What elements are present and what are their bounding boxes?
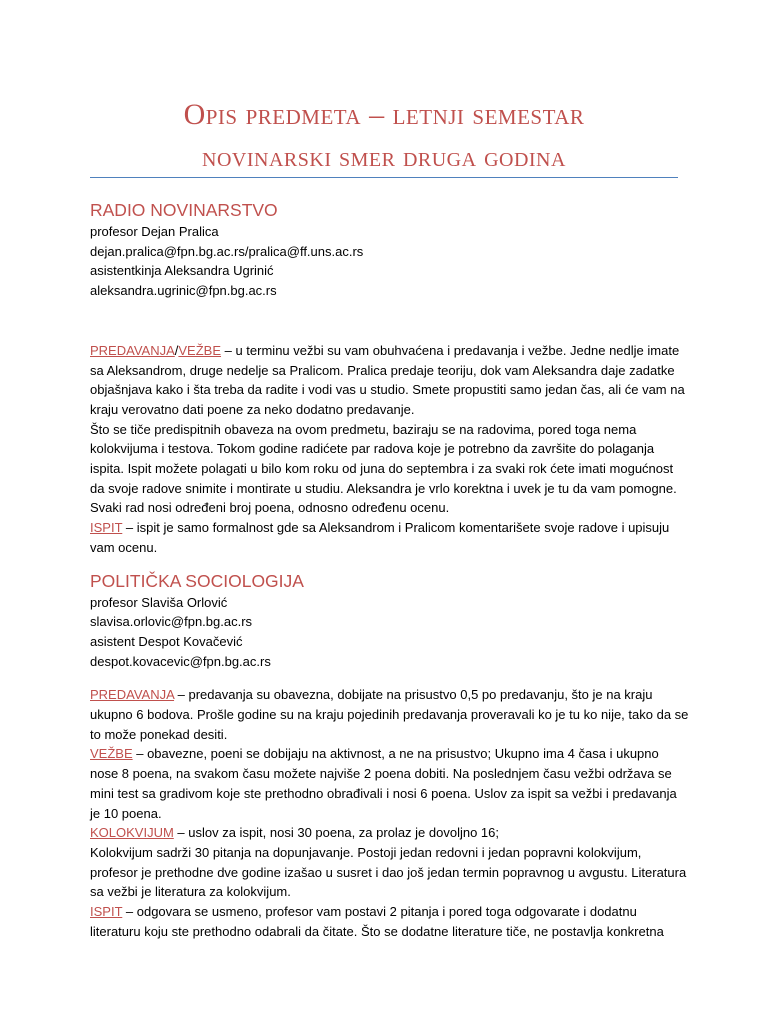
paragraph-text: – uslov za ispit, nosi 30 poena, za prolaz je dovoljno 16;	[173, 825, 499, 841]
spacer	[90, 301, 690, 321]
paragraph-text: – obavezne, poeni se dobijaju na aktivnost, a ne na prisustvo; Ukupno ima 4 časa i ukupno nose 8 poena, na svakom času možete najviše 2 poena dobiti. Na poslednjem času vežbi održava se mini test sa gradivom koje ste prethodno obrađivali i nosi 6 poena. Uslov za ispit sa vežbi i predavanja je 10 poena.	[90, 746, 677, 821]
keyword-kolokvijum: KOLOKVIJUM	[90, 825, 174, 841]
paragraph-text: – ispit je samo formalnost gde sa Aleksandrom i Pralicom komentarišete svoje radove i upisuju vam ocenu.	[90, 520, 670, 555]
paragraph-ispit	[90, 518, 690, 557]
document-title-line2: novinarski smer druga godina	[202, 142, 566, 173]
section-heading-politicka-sociologija: POLITIČKA SOCIOLOGIJA	[90, 570, 304, 591]
paragraph-text: – predavanja su obavezna, dobijate na prisustvo 0,5 po predavanju, što je na kraju ukupno 6 bodova. Prošle godine su na kraju pojedinih predavanja proveravali ko je tu ko nije, tako da se to može ponekad desiti.	[90, 687, 689, 742]
paragraph-vezbe	[90, 744, 690, 823]
paragraph-kolokvijum-details: Kolokvijum sadrži 30 pitanja na dopunjavanje. Postoji jedan redovni i jedan popravni kolokvijum, profesor je prethodne dve godine izašao u susret i dao još jedan termin popravnog u avgustu. Literatura sa vežbi je literatura za kolokvijum.	[90, 844, 687, 900]
document-title-line1: Opis predmeta – letnji semestar	[183, 98, 585, 131]
paragraph-text: – odgovara se usmeno, profesor vam postavi 2 pitanja i pored toga odgovarate i dodatnu literaturu koju ste prethodno odabrali da čitate. Što se dodatne literature tiče, ne postavlja konkretna	[90, 904, 664, 939]
keyword-slash: /	[174, 342, 179, 358]
contact-line: slavisa.orlovic@fpn.bg.ac.rs	[90, 614, 253, 630]
paragraph-predispitne-obaveze: Što se tiče predispitnih obaveza na ovom predmetu, baziraju se na radovima, pored toga nema kolokvijuma i testova. Tokom godine radićete par radova koje je potrebno da završite do polaganja ispita. Ispit možete polagati u bilo kom roku od juna do septembra i za svaki rok ćete imati mogućnost da svoje radove snimite i montirate u studiu. Aleksandra je vrlo korektna i uvek je tu da vam pomogne. Svaki rad nosi određeni broj poena, odnosno određenu ocenu.	[90, 421, 677, 516]
contact-line: asistentkinja Aleksandra Ugrinić	[90, 263, 274, 279]
keyword-ispit: ISPIT	[90, 520, 123, 536]
contact-line: aleksandra.ugrinic@fpn.bg.ac.rs	[90, 283, 277, 299]
contact-line: dejan.pralica@fpn.bg.ac.rs/pralica@ff.uns.ac.rs	[90, 243, 364, 259]
keyword-vezbe: VEŽBE	[90, 746, 133, 762]
contact-line: profesor Dejan Pralica	[90, 224, 219, 239]
paragraph-text: – u terminu vežbi su vam obuhvaćena i predavanja i vežbe. Jedne nedlje imate sa Aleksandrom, druge nedelje sa Pralicom. Pralica predaje teoriju, dok vam Aleksandra daje zadatke objašnjava kako i šta treba da radite i vodi vas u studio. Smete propustiti samo jedan čas, ali će vam na kraju verovatno dati poene za neko dodatno predavanje.	[90, 342, 685, 417]
keyword-predavanja: PREDAVANJA	[90, 687, 175, 703]
keyword-vezbe: VEŽBE	[178, 342, 222, 358]
spacer	[90, 671, 690, 685]
paragraph-predavanja	[90, 685, 690, 744]
document-body	[90, 198, 690, 942]
keyword-ispit: ISPIT	[90, 904, 123, 920]
paragraph-predavanja-vezbe	[90, 341, 690, 420]
spacer	[90, 321, 690, 341]
keyword-predavanja: PREDAVANJA	[90, 342, 175, 358]
paragraph-ispit	[90, 902, 690, 941]
paragraph-kolokvijum	[90, 823, 690, 843]
contact-line: asistent Despot Kovačević	[90, 633, 243, 649]
contact-line: despot.kovacevic@fpn.bg.ac.rs	[90, 653, 271, 669]
contact-line: profesor Slaviša Orlović	[90, 594, 228, 610]
title-divider	[90, 177, 678, 178]
section-heading-radio-novinarstvo: RADIO NOVINARSTVO	[90, 200, 278, 220]
